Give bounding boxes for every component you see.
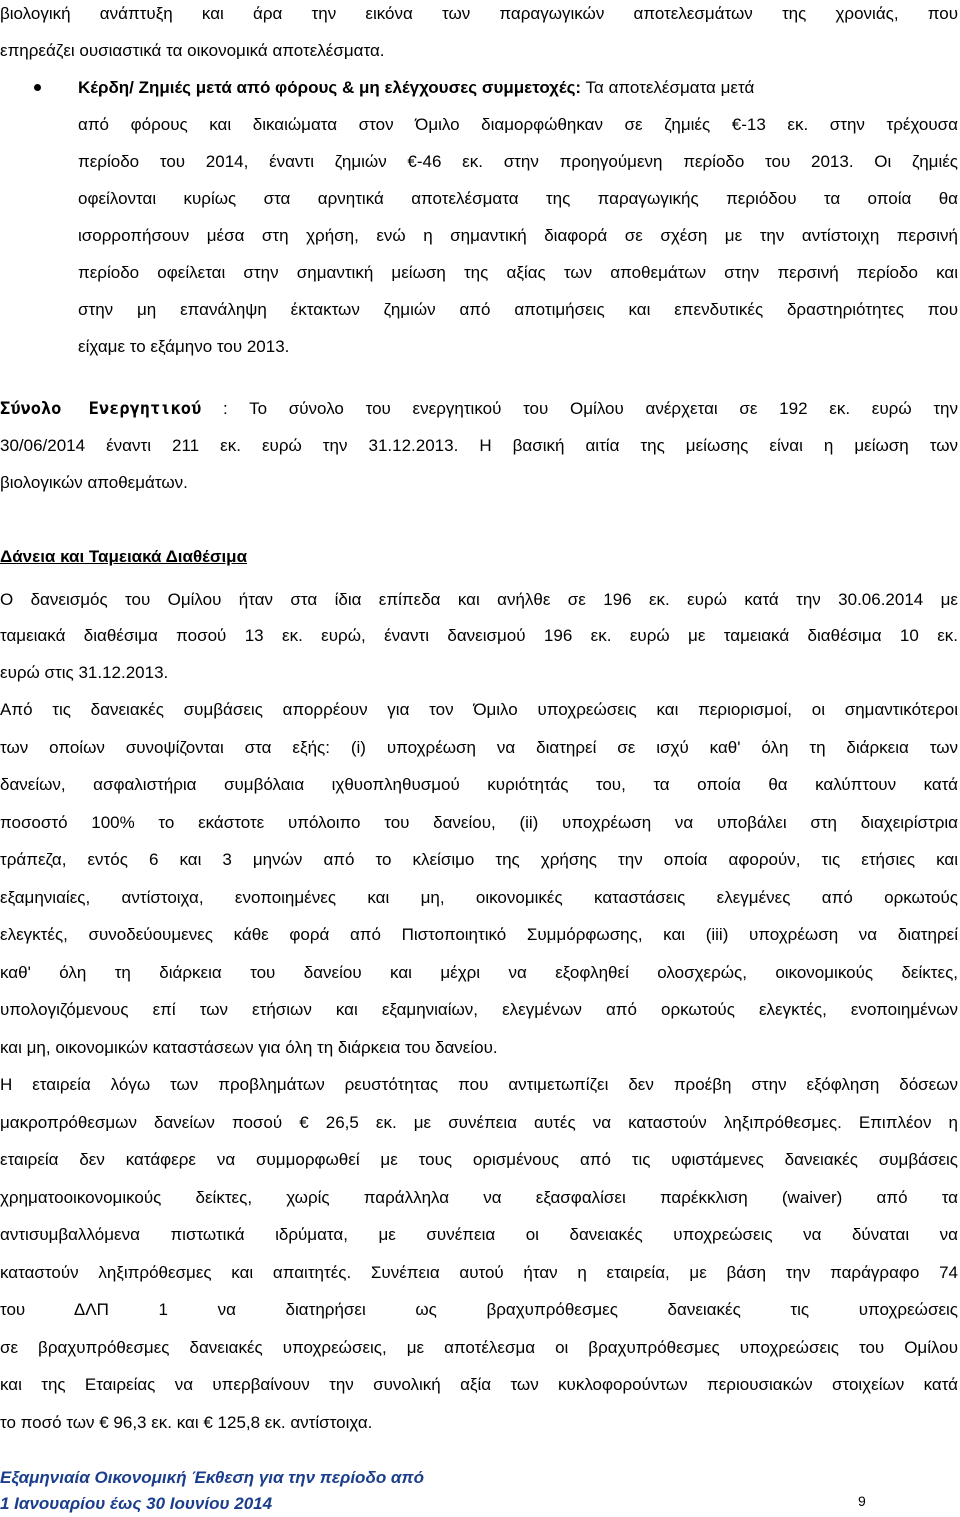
paragraph-line: Από τις δανειακές συμβάσεις απορρέουν για τον Όμιλο υποχρεώσεις και περιορισμοί, οι σημαντικότεροι — [0, 700, 958, 719]
paragraph-line: το ποσό των € 96,3 εκ. και € 125,8 εκ. αντίστοιχα. — [0, 1413, 373, 1432]
loans-heading: Δάνεια και Ταμειακά Διαθέσιμα — [0, 547, 248, 566]
paragraph-line: αντισυμβαλλόμενα πιστωτικά ιδρύματα, με συνέπεια οι δανειακές υποχρεώσεις να δύναται να — [0, 1225, 958, 1244]
paragraph-line: εξαμηνιαίες, αντίστοιχα, ενοποιημένες και μη, οικονομικές καταστάσεις ελεγμένες από ορκωτούς — [0, 888, 958, 907]
bullet-line: οφείλονται κυρίως στα αρνητικά αποτελέσματα της παραγωγικής περιόδου τα οποία θα — [78, 189, 958, 208]
paragraph-line: ελεγκτές, συνοδεύουμενες κάθε φορά από Πιστοποιητικό Συμμόρφωσης, και (iii) υποχρέωση να διατηρεί — [0, 925, 958, 944]
paragraph-line: 30/06/2014 έναντι 211 εκ. ευρώ την 31.12.2013. Η βασική αιτία της μείωσης είναι η μείωση των — [0, 436, 958, 455]
assets-text: : Το σύνολο του ενεργητικού του Ομίλου ανέρχεται σε 192 εκ. ευρώ την — [222, 399, 958, 418]
paragraph-line: σε βραχυπρόθεσμες δανειακές υποχρεώσεις, με αποτέλεσμα οι βραχυπρόθεσμες υποχρεώσεις του Ομίλου — [0, 1338, 958, 1357]
footer-title: Εξαμηνιαία Οικονομική Έκθεση για την περίοδο από — [0, 1468, 424, 1487]
bullet-line: περίοδο οφείλεται στην σημαντική μείωση της αξίας των αποθεμάτων στην περσινή περίοδο και — [78, 263, 958, 282]
paragraph-line: ευρώ στις 31.12.2013. — [0, 663, 169, 682]
paragraph-line: εταιρεία δεν κατάφερε να συμμορφωθεί με τους ορισμένους από τις υφιστάμενες δανειακές συμβάσεις — [0, 1150, 958, 1169]
bullet-line — [78, 76, 754, 100]
paragraph-line: και μη, οικονομικών καταστάσεων για όλη τη διάρκεια του δανείου. — [0, 1038, 498, 1057]
paragraph-line: τράπεζα, εντός 6 και 3 μηνών από το κλείσιμο της χρήσης την οποία αφορούν, τις ετήσιες και — [0, 850, 958, 869]
paragraph-line: των οποίων συνοψίζονται στα εξής: (i) υποχρέωση να διατηρεί σε ισχύ καθ' όλη τη διάρκεια των — [0, 738, 958, 757]
paragraph-line: καταστούν ληξιπρόθεσμες και απαιτητές. Συνέπεια αυτού ήταν η εταιρεία, με βάση την παράγραφο 74 — [0, 1263, 958, 1282]
paragraph-line: καθ' όλη τη διάρκεια του δανείου και μέχρι να εξοφληθεί ολοσχερώς, οικονομικούς δείκτες, — [0, 963, 958, 982]
bullet-icon — [34, 84, 41, 91]
bullet-line: είχαμε το εξάμηνο του 2013. — [78, 337, 290, 356]
paragraph-line: βιολογική ανάπτυξη και άρα την εικόνα των παραγωγικών αποτελεσμάτων της χρονιάς, που — [0, 4, 958, 23]
bullet-line: από φόρους και δικαιώματα στον Όμιλο διαμορφώθηκαν σε ζημιές €-13 εκ. στην τρέχουσα — [78, 115, 958, 134]
paragraph-line: δανείων, ασφαλιστήρια συμβόλαια ιχθυοπληθυσμού κυριότητάς του, τα οποία θα καλύπτουν κατά — [0, 775, 958, 794]
bullet-line: περίοδο του 2014, έναντι ζημιών €-46 εκ. στην προηγούμενη περίοδο του 2013. Οι ζημιές — [78, 152, 958, 171]
paragraph-line: του ΔΛΠ 1 να διατηρήσει ως βραχυπρόθεσμες δανειακές τις υποχρεώσεις — [0, 1300, 958, 1319]
paragraph-line: Η εταιρεία λόγω των προβλημάτων ρευστότητας που αντιμετωπίζει δεν προέβη στην εξόφληση δόσεων — [0, 1075, 958, 1094]
footer-period: 1 Ιανουαρίου έως 30 Ιουνίου 2014 — [0, 1494, 273, 1513]
bullet-line: στην μη επανάληψη έκτακτων ζημιών από αποτιμήσεις και επενδυτικές δραστηριότητες που — [78, 300, 958, 319]
paragraph-line: ποσοστό 100% το εκάστοτε υπόλοιπο του δανείου, (ii) υποχρέωση να υποβάλει στη διαχειρίστρια — [0, 813, 958, 832]
assets-line — [0, 397, 958, 421]
assets-heading: Σύνολο Ενεργητικού — [0, 399, 202, 419]
paragraph-line: Ο δανεισμός του Ομίλου ήταν στα ίδια επίπεδα και ανήλθε σε 196 εκ. ευρώ κατά την 30.06.2014 με — [0, 590, 958, 609]
paragraph-line: και της Εταιρείας να υπερβαίνουν την συνολική αξία των κυκλοφορούντων περιουσιακών στοιχείων κατά — [0, 1375, 958, 1394]
page-number: 9 — [858, 1493, 866, 1509]
paragraph-line: υπολογιζόμενους επί των ετήσιων και εξαμηνιαίων, ελεγμένων από ορκωτούς ελεγκτές, ενοποιημένων — [0, 1000, 958, 1019]
paragraph-line: μακροπρόθεσμων δανείων ποσού € 26,5 εκ. με συνέπεια αυτές να καταστούν ληξιπρόθεσμες. Επιπλέον η — [0, 1113, 958, 1132]
bullet-line: ισορροπήσουν μέσα στη χρήση, ενώ η σημαντική διαφορά σε σχέση με την αντίστοιχη περσινή — [78, 226, 958, 245]
paragraph-line: χρηματοοικονομικούς δείκτες, χωρίς παράλληλα να εξασφαλίσει παρέκκλιση (waiver) από τα — [0, 1188, 958, 1207]
paragraph-line: επηρεάζει ουσιαστικά τα οικονομικά αποτελέσματα. — [0, 41, 385, 60]
bullet-heading: Κέρδη/ Ζημιές μετά από φόρους & μη ελέγχουσες συμμετοχές: — [78, 78, 582, 97]
paragraph-line: ταμειακά διαθέσιμα ποσού 13 εκ. ευρώ, έναντι δανεισμού 196 εκ. ευρώ με ταμειακά διαθέσιμα 10 εκ. — [0, 626, 958, 645]
bullet-text: Τα αποτελέσματα μετά — [585, 78, 755, 97]
section-heading — [0, 545, 247, 569]
paragraph-line: βιολογικών αποθεμάτων. — [0, 473, 188, 492]
